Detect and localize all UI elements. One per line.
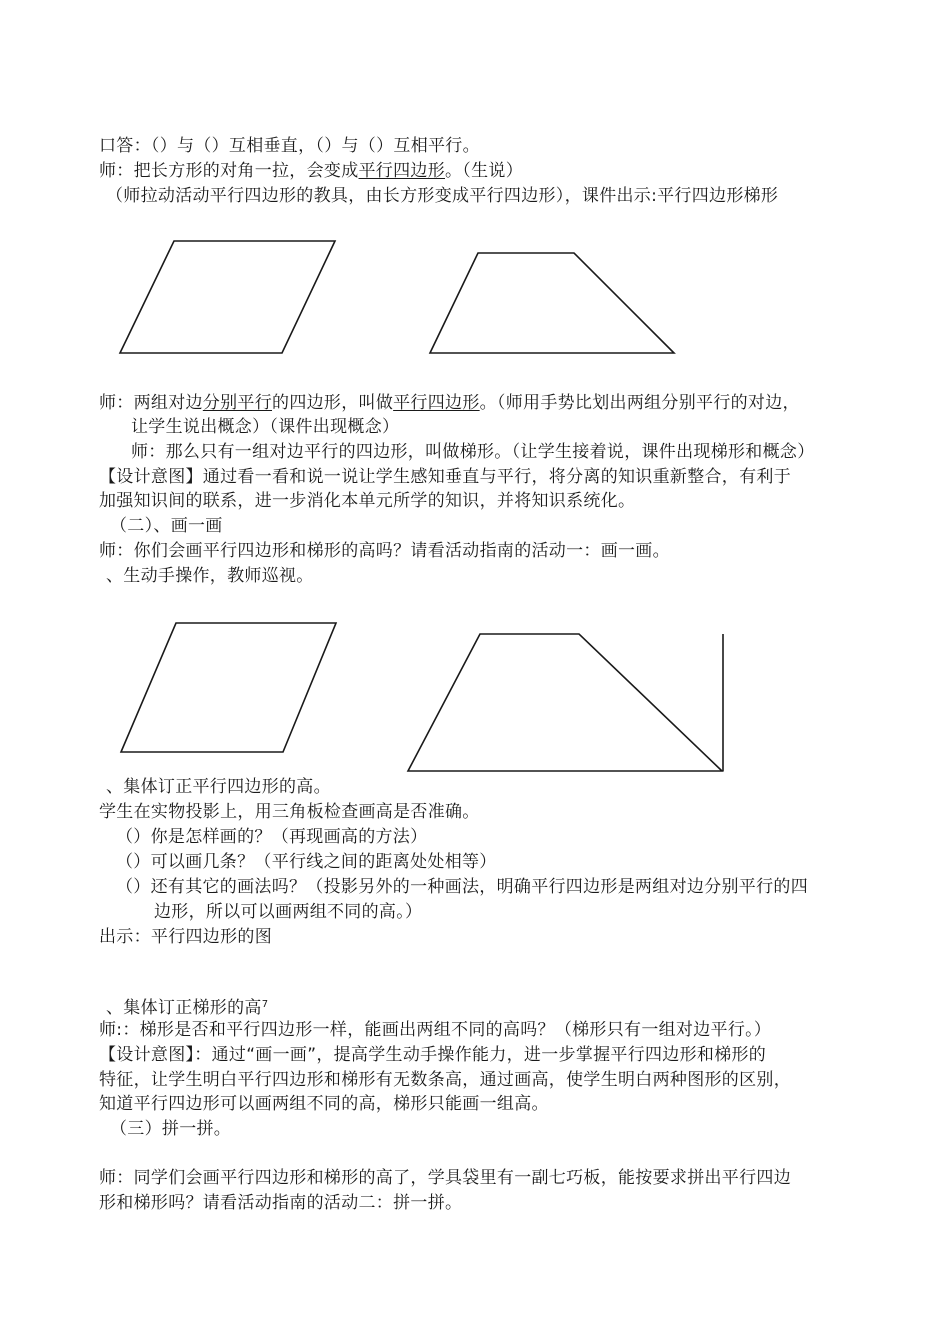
text-line: 、生动手操作，教师巡视。 <box>106 566 314 586</box>
underlined-term: 分别平行 <box>202 393 273 413</box>
text-run: 、集体订正梯形的高 <box>106 998 262 1018</box>
text-line: （）还有其它的画法吗？（投影另外的一种画法，明确平行四边形是两组对边分别平行的四 <box>116 877 808 897</box>
section-heading: （二）、画一画 <box>110 516 223 536</box>
text-run: 师：两组对边 <box>99 393 203 413</box>
text-line: 学生在实物投影上，用三角板检查画高是否准确。 <box>99 802 480 822</box>
text-line: （师拉动活动平行四边形的教具，由长方形变成平行四边形），课件出示:平行四边形梯形 <box>106 186 779 206</box>
text-run: 的四边形，叫做 <box>272 393 394 413</box>
text-run: 师：把长方形的对角一拉，会变成 <box>99 161 359 181</box>
text-line: 加强知识间的联系，进一步消化本单元所学的知识，并将知识系统化。 <box>99 491 636 511</box>
underlined-term: 平行四边形 <box>358 161 445 181</box>
underlined-term: 平行四边形 <box>393 393 480 413</box>
trapezoid-shape <box>430 253 674 353</box>
parallelogram-shape <box>120 241 335 353</box>
text-line: 边形，所以可以画两组不同的高。） <box>154 902 423 922</box>
text-line <box>106 994 268 1019</box>
section-heading: （三）拼一拼。 <box>110 1119 232 1139</box>
text-line: 【设计意图】通过看一看和说一说让学生感知垂直与平行，将分离的知识重新整合，有利于 <box>99 467 791 487</box>
text-line: 师:：梯形是否和平行四边形一样，能画出两组不同的高吗？（梯形只有一组对边平行。） <box>99 1020 772 1040</box>
text-line: 、集体订正平行四边形的高。 <box>106 777 331 797</box>
text-line <box>99 392 800 414</box>
footnote-mark: 7 <box>261 999 269 1010</box>
text-line: 特征，让学生明白平行四边形和梯形有无数条高，通过画高，使学生明白两种图形的区别， <box>99 1070 791 1090</box>
text-line: 师：同学们会画平行四边形和梯形的高了，学具袋里有一副七巧板，能按要求拼出平行四边 <box>99 1168 791 1188</box>
text-line: 出示：平行四边形的图 <box>99 927 272 947</box>
text-run: 。（师用手势比划出两组分别平行的对边， <box>479 393 800 413</box>
text-line: 【设计意图】：通过“画一画”，提高学生动手操作能力，进一步掌握平行四边形和梯形的 <box>99 1045 767 1065</box>
text-line: 师：那么只有一组对边平行的四边形，叫做梯形。（让学生接着说，课件出现梯形和概念） <box>131 442 815 462</box>
trapezoid-shape <box>408 634 722 771</box>
text-line: （）可以画几条？（平行线之间的距离处处相等） <box>116 852 497 872</box>
text-line: 口答：（）与（）互相垂直，（）与（）互相平行。 <box>99 136 480 156</box>
text-line: 让学生说出概念）（课件出现概念） <box>131 417 400 437</box>
text-run: 。（生说） <box>445 161 523 181</box>
text-line: （）你是怎样画的？（再现画高的方法） <box>116 827 428 847</box>
text-line: 知道平行四边形可以画两组不同的高，梯形只能画一组高。 <box>99 1094 549 1114</box>
parallelogram-shape <box>121 623 336 752</box>
text-line: 形和梯形吗？请看活动指南的活动二：拼一拼。 <box>99 1193 463 1213</box>
text-line: 师：你们会画平行四边形和梯形的高吗？请看活动指南的活动一：画一画。 <box>99 541 670 561</box>
